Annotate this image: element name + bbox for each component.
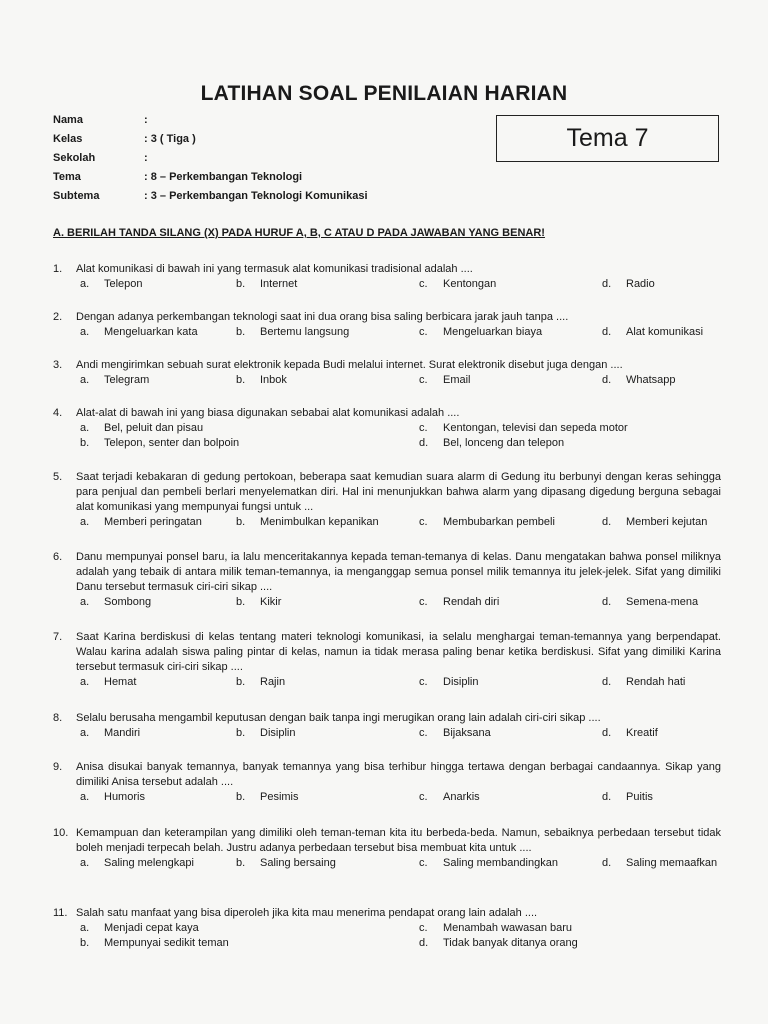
identity-value: : — [144, 152, 148, 164]
question-9 — [53, 760, 721, 805]
option-b[interactable]: b. Mempunyai sedikit teman — [80, 937, 229, 949]
option-b[interactable]: b. Inbok — [236, 374, 287, 386]
option-d[interactable]: d. Puitis — [602, 791, 653, 803]
option-b[interactable]: b. Menimbulkan kepanikan — [236, 516, 379, 528]
option-a[interactable]: a. Telepon — [80, 278, 143, 290]
answer-options — [53, 856, 721, 871]
identity-label: Nama — [53, 114, 83, 126]
option-b[interactable]: b. Pesimis — [236, 791, 299, 803]
answer-options — [53, 277, 721, 292]
question-5 — [53, 470, 721, 530]
answer-options — [53, 373, 721, 388]
option-c[interactable]: c. Membubarkan pembeli — [419, 516, 555, 528]
question-text: Saat terjadi kebakaran di gedung pertokoan, beberapa saat kemudian suara alarm di Gedung itu berbunyi dengan keras sehingga para penjual dan pembeli berlari menyelematkan diri. Hal ini menunjukkan bahwa alarm yang dipasang digedung berguna sebagai alat komunikasi yang mempunyai fungsi untuk ... — [76, 471, 721, 513]
question-text: Anisa disukai banyak temannya, banyak temannya yang bisa terhibur hingga tertawa dengan berbagai candaannya. Sikap yang dimiliki Anisa tersebut adalah .... — [76, 761, 721, 788]
option-d[interactable]: d. Alat komunikasi — [602, 326, 704, 338]
question-7 — [53, 630, 721, 690]
answer-options — [53, 421, 721, 451]
question-text: Andi mengirimkan sebuah surat elektronik kepada Budi melalui internet. Surat elektronik disebut juga dengan .... — [76, 359, 623, 371]
option-c[interactable]: c. Anarkis — [419, 791, 480, 803]
identity-label: Sekolah — [53, 152, 96, 164]
option-a[interactable]: a. Mandiri — [80, 727, 141, 739]
option-d[interactable]: d. Tidak banyak ditanya orang — [419, 937, 578, 949]
question-number: 5. — [53, 471, 63, 483]
option-a[interactable]: a. Menjadi cepat kaya — [80, 922, 199, 934]
question-11 — [53, 906, 721, 951]
option-d[interactable]: d. Rendah hati — [602, 676, 686, 688]
question-text: Alat komunikasi di bawah ini yang termasuk alat komunikasi tradisional adalah .... — [76, 263, 473, 275]
question-number: 4. — [53, 407, 63, 419]
question-number: 6. — [53, 551, 63, 563]
question-number: 7. — [53, 631, 63, 643]
answer-options — [53, 595, 721, 610]
option-b[interactable]: b. Saling bersaing — [236, 857, 336, 869]
answer-options — [53, 921, 721, 951]
option-a[interactable]: a. Hemat — [80, 676, 137, 688]
option-c[interactable]: c. Disiplin — [419, 676, 479, 688]
question-text: Saat Karina berdiskusi di kelas tentang materi teknologi komunikasi, ia selalu menghargai teman-temannya yang berpendapat. Walau karina adalah siswa paling pintar di kelas, namun ia tidak merasa paling benar ketika berdiskusi. Sifat yang dimiliki Karina tersebut termasuk ciri-ciri sikap .... — [76, 631, 721, 673]
answer-options — [53, 790, 721, 805]
question-text: Danu mempunyai ponsel baru, ia lalu menceritakannya kepada teman-temanya di kelas. Danu mengatakan bahwa ponsel miliknya adalah yang tebaik di antara milik teman-temannya, ia menganggap semua ponsel milik temannya itu jelek-jelek. Sifat yang dimiliki Danu tersebut termasuk ciri-ciri sikap .... — [76, 551, 721, 593]
option-d[interactable]: d. Kreatif — [602, 727, 658, 739]
option-c[interactable]: c. Kentongan, televisi dan sepeda motor — [419, 422, 628, 434]
option-b[interactable]: b. Kikir — [236, 596, 282, 608]
answer-options — [53, 515, 721, 530]
option-d[interactable]: d. Semena-mena — [602, 596, 699, 608]
option-b[interactable]: b. Telepon, senter dan bolpoin — [80, 437, 240, 449]
question-3 — [53, 358, 721, 388]
option-c[interactable]: c. Saling membandingkan — [419, 857, 558, 869]
tema-box: Tema 7 — [496, 115, 719, 162]
question-text: Selalu berusaha mengambil keputusan dengan baik tanpa ingi merugikan orang lain adalah ciri-ciri sikap .... — [76, 712, 601, 724]
question-10 — [53, 826, 721, 871]
option-c[interactable]: c. Rendah diri — [419, 596, 500, 608]
option-a[interactable]: a. Sombong — [80, 596, 152, 608]
option-a[interactable]: a. Saling melengkapi — [80, 857, 194, 869]
question-text: Salah satu manfaat yang bisa diperoleh jika kita mau menerima pendapat orang lain adalah .... — [76, 907, 538, 919]
option-d[interactable]: d. Radio — [602, 278, 655, 290]
answer-options — [53, 325, 721, 340]
option-d[interactable]: d. Whatsapp — [602, 374, 676, 386]
question-text: Kemampuan dan keterampilan yang dimiliki oleh teman-teman kita itu berbeda-beda. Namun, sebaiknya perbedaan tersebut tidak boleh menjadi terpecah belah. Justru adanya perbedaan tersebut bisa membuat kita untuk .... — [76, 827, 721, 854]
option-c[interactable]: c. Menambah wawasan baru — [419, 922, 573, 934]
question-4 — [53, 406, 721, 451]
option-a[interactable]: a. Mengeluarkan kata — [80, 326, 198, 338]
question-number: 10. — [53, 827, 69, 839]
question-number: 9. — [53, 761, 63, 773]
question-6 — [53, 550, 721, 610]
option-a[interactable]: a. Memberi peringatan — [80, 516, 202, 528]
identity-value: : 8 – Perkembangan Teknologi — [144, 171, 303, 183]
option-d[interactable]: d. Saling memaafkan — [602, 857, 718, 869]
question-number: 8. — [53, 712, 63, 724]
question-1 — [53, 262, 721, 292]
option-b[interactable]: b. Rajin — [236, 676, 286, 688]
option-d[interactable]: d. Memberi kejutan — [602, 516, 708, 528]
question-number: 3. — [53, 359, 63, 371]
question-number: 2. — [53, 311, 63, 323]
option-d[interactable]: d. Bel, lonceng dan telepon — [419, 437, 565, 449]
option-a[interactable]: a. Bel, peluit dan pisau — [80, 422, 204, 434]
option-c[interactable]: c. Kentongan — [419, 278, 497, 290]
question-2 — [53, 310, 721, 340]
question-number: 11. — [53, 907, 68, 919]
option-b[interactable]: b. Internet — [236, 278, 298, 290]
identity-label: Tema — [53, 171, 81, 183]
option-c[interactable]: c. Bijaksana — [419, 727, 491, 739]
answer-options — [53, 675, 721, 690]
question-8 — [53, 711, 721, 741]
option-b[interactable]: b. Bertemu langsung — [236, 326, 350, 338]
identity-value: : — [144, 114, 148, 126]
question-text: Alat-alat di bawah ini yang biasa digunakan sebabai alat komunikasi adalah .... — [76, 407, 460, 419]
identity-value: : 3 ( Tiga ) — [144, 133, 196, 145]
answer-options — [53, 726, 721, 741]
identity-label: Subtema — [53, 190, 100, 202]
option-b[interactable]: b. Disiplin — [236, 727, 296, 739]
option-c[interactable]: c. Mengeluarkan biaya — [419, 326, 543, 338]
question-text: Dengan adanya perkembangan teknologi saat ini dua orang bisa saling berbicara jarak jauh tanpa .... — [76, 311, 569, 323]
question-number: 1. — [53, 263, 63, 275]
option-a[interactable]: a. Humoris — [80, 791, 145, 803]
worksheet-title: LATIHAN SOAL PENILAIAN HARIAN — [200, 82, 568, 105]
identity-value: : 3 – Perkembangan Teknologi Komunikasi — [144, 190, 368, 202]
section-instruction: A. BERILAH TANDA SILANG (X) PADA HURUF A, B, C ATAU D PADA JAWABAN YANG BENAR! — [53, 227, 545, 239]
option-a[interactable]: a. Telegram — [80, 374, 150, 386]
identity-label: Kelas — [53, 133, 83, 145]
option-c[interactable]: c. Email — [419, 374, 471, 386]
